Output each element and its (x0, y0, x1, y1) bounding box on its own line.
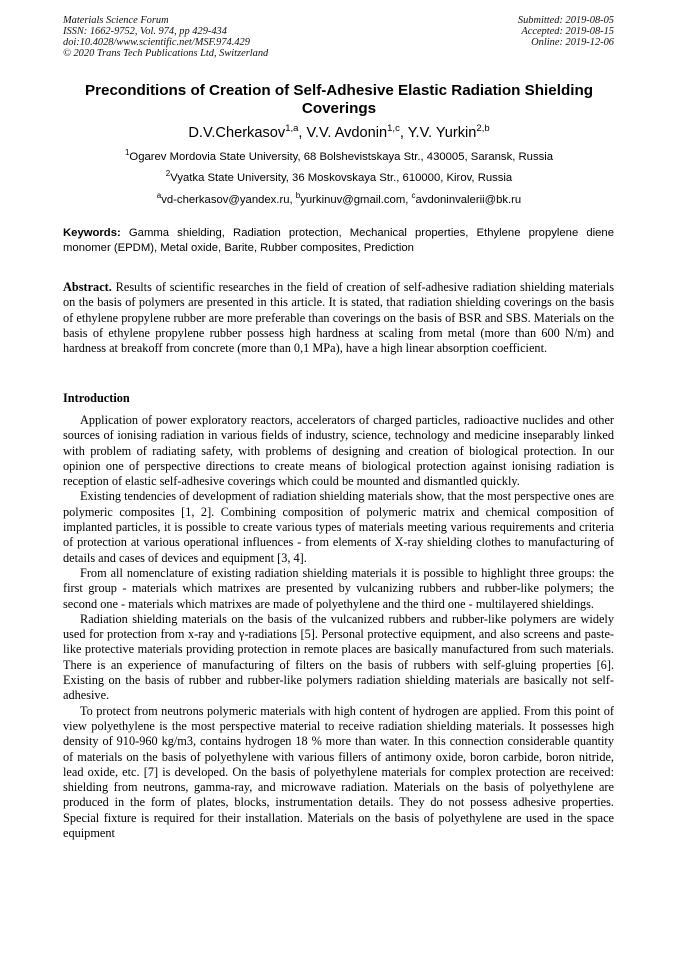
abstract-text: Results of scientific researches in the field of creation of self-adhesive radiation shielding materials on the basis of polymers are presented in this article. It is stated, that radiation shielding coverings on the basis of ethylene propylene rubber are more preferable than coverings on the basis of BSR and SBS. Materials on the basis of ethylene propylene rubber possess high hardness at scaling from metal (more than 600 N/m) and hardness at breakoff from concrete (more than 0,1 MPa), have a high linear absorption coefficient. (63, 280, 614, 356)
affiliation-marker: 2 (165, 169, 171, 179)
introduction-body (63, 413, 614, 841)
body-paragraph: Application of power exploratory reactors, accelerators of charged particles, radioactive nuclides and other sources of ionising radiation in various fields of industry, science, technology and medicine inseparably linked with problem of radiating safety, with problems of designing and creation of biological protection. In our opinion one of perspective directions to create means of biological protection against ionising radiation is reception of elastic self-adhesive coverings which could be mounted and dismantled quickly. (63, 413, 614, 489)
journal-info (63, 16, 268, 60)
author-superscript: 2,b (476, 123, 490, 135)
online-date: Online: 2019-12-06 (531, 36, 614, 48)
author-separator: , (399, 125, 408, 141)
accepted-date: Accepted: 2019-08-15 (521, 25, 614, 37)
body-paragraph: To protect from neutrons polymeric materials with high content of hydrogen are applied. From this point of view polyethylene is the most perspective material to receive radiation shielding materials. It possesses high density of 910-960 kg/m3, contains hydrogen 18 % more than water. In this connection considerable quantity of materials on the basis of polyethylene with various fillers of antimony oxide, boron carbide, boron nitride, lead oxide, etc. [7] is developed. On the basis of polyethylene materials for complex protection are received: shielding from neutrons, gamma-ray, and microwave radiation. Materials on the basis of polyethylene are produced in the form of plates, blocks, instrumentation details. They do not possess adhesive properties. Special fixture is required for their installation. Materials on the basis of polyethylene are used in the space equipment (63, 703, 614, 841)
author-separator: , (298, 125, 307, 141)
email-link[interactable]: avdoninvalerii@bk.ru (415, 194, 522, 206)
email-link[interactable]: yurkinuv@gmail.com, (300, 194, 412, 206)
keywords (63, 226, 614, 255)
abstract-label: Abstract. (63, 280, 112, 294)
publication-dates (518, 16, 614, 49)
affiliation-marker: 1 (124, 148, 130, 158)
affiliation-2 (60, 171, 618, 185)
email-marker: a (156, 191, 162, 201)
email-marker: b (295, 191, 301, 201)
affiliation-1 (60, 150, 618, 164)
section-heading: Introduction (63, 391, 130, 405)
keywords-label: Keywords: (63, 227, 121, 239)
issn-line: ISSN: 1662-9752, Vol. 974, pp 429-434 (63, 25, 227, 37)
copyright-line: © 2020 Trans Tech Publications Ltd, Switzerland (63, 47, 269, 59)
body-paragraph: Existing tendencies of development of radiation shielding materials show, that the most perspective ones are polymeric composites [1, 2]. Combining composition of polymeric matrix and chemical composition of implanted particles, it is possible to create various types of materials meeting various requirements and criteria of protection at various operational influences - from elements of X-ray shielding clothes to manufacturing of details and cases of devices and equipment [3, 4]. (63, 489, 614, 565)
email-marker: c (411, 191, 416, 201)
author-name: V.V. Avdonin (306, 125, 388, 141)
doi-line: doi:10.4028/www.scientific.net/MSF.974.429 (63, 36, 250, 48)
author-name: Y.V. Yurkin (407, 125, 477, 141)
submitted-date: Submitted: 2019-08-05 (517, 15, 614, 26)
journal-name: Materials Science Forum (63, 15, 169, 26)
author-superscript: 1,c (387, 123, 400, 135)
email-list (60, 193, 618, 207)
body-paragraph: Radiation shielding materials on the basis of the vulcanized rubbers and rubber-like polymers are widely used for protection from x-ray and γ-radiations [5]. Personal protective equipment, and also screens and paste-like protective materials providing protection in remote places are basically manufactured from such materials. There is an experience of manufacturing of filters on the basis of rubbers with self-gluing properties [6]. Existing on the basis of rubber and rubber-like polymers radiation shielding materials are basically not self-adhesive. (63, 611, 614, 703)
body-paragraph: From all nomenclature of existing radiation shielding materials it is possible to highlight three groups: the first group - materials which matrixes are presented by vulcanizing rubbers and rubber-like polymers; the second one - materials which matrixes are made of polyethylene and the third one - multilayered shieldings. (63, 565, 614, 611)
keywords-text: Gamma shielding, Radiation protection, Mechanical properties, Ethylene propylene diene monomer (EPDM), Metal oxide, Barite, Rubber composites, Prediction (63, 227, 614, 254)
paper-title: Preconditions of Creation of Self-Adhesive Elastic Radiation Shielding Coverings (84, 82, 593, 117)
affiliation-text: Ogarev Mordovia State University, 68 Bolshevistskaya Str., 430005, Saransk, Russia (129, 151, 554, 163)
author-name: D.V.Cherkasov (188, 125, 286, 141)
email-link[interactable]: vd-cherkasov@yandex.ru, (161, 194, 296, 206)
author-list (60, 124, 618, 142)
author-superscript: 1,a (285, 123, 299, 135)
affiliation-text: Vyatka State University, 36 Moskovskaya Str., 610000, Kirov, Russia (170, 172, 513, 184)
abstract (63, 280, 614, 356)
